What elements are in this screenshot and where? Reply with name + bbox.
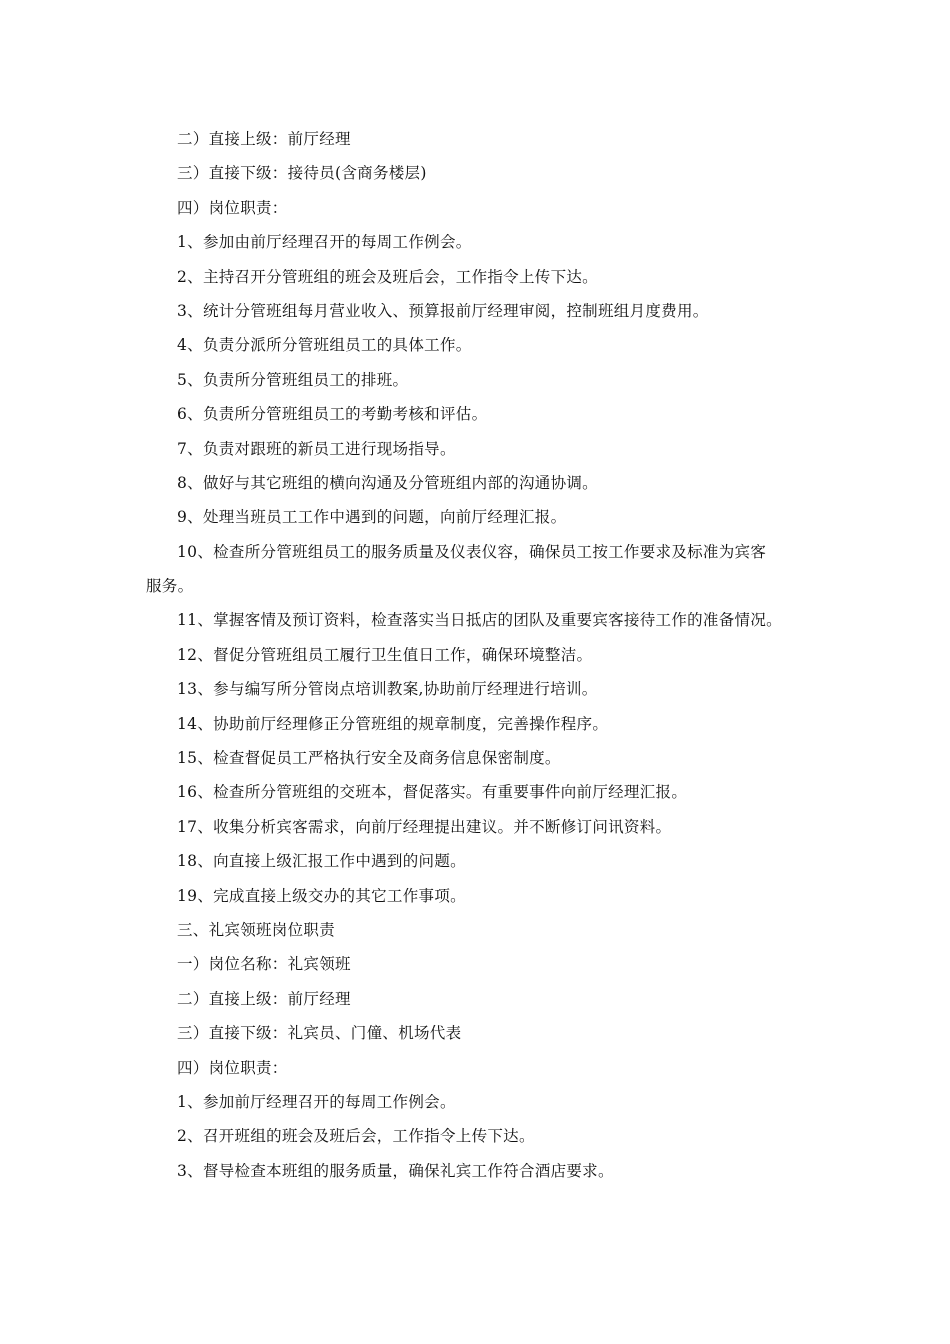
list-item: 1、参加前厅经理召开的每周工作例会。 [177,1092,456,1111]
list-item: 18、向直接上级汇报工作中遇到的问题。 [177,852,466,871]
list-item: 2、召开班组的班会及班后会，工作指令上传下达。 [177,1127,535,1146]
text-line: 三）直接下级：礼宾员、门僮、机场代表 [177,1024,462,1043]
section-heading: 四）岗位职责： [177,1058,288,1077]
document-body [146,122,810,1188]
list-item: 14、协助前厅经理修正分管班组的规章制度，完善操作程序。 [177,714,609,733]
list-item: 8、做好与其它班组的横向沟通及分管班组内部的沟通协调。 [177,473,598,492]
list-item: 11、掌握客情及预订资料，检查落实当日抵店的团队及重要宾客接待工作的准备情况。 [177,611,782,630]
list-item: 19、完成直接上级交办的其它工作事项。 [177,886,466,905]
section-heading: 四）岗位职责： [177,198,288,217]
list-item: 17、收集分析宾客需求，向前厅经理提出建议。并不断修订问讯资料。 [177,817,672,836]
list-item: 3、督导检查本班组的服务质量，确保礼宾工作符合酒店要求。 [177,1161,614,1180]
list-item: 15、检查督促员工严格执行安全及商务信息保密制度。 [177,749,561,768]
list-item: 7、负责对跟班的新员工进行现场指导。 [177,439,456,458]
list-item: 1、参加由前厅经理召开的每周工作例会。 [177,233,472,252]
list-item-continuation: 服务。 [146,577,194,596]
text-line: 三）直接下级：接待员(含商务楼层) [177,164,427,183]
text-line: 一）岗位名称：礼宾领班 [177,955,351,974]
list-item: 6、负责所分管班组员工的考勤考核和评估。 [177,405,488,424]
text-line: 二）直接上级：前厅经理 [177,130,351,148]
list-item: 16、检查所分管班组的交班本，督促落实。有重要事件向前厅经理汇报。 [177,783,688,802]
list-item: 13、参与编写所分管岗点培训教案,协助前厅经理进行培训。 [177,680,598,699]
list-item: 2、主持召开分管班组的班会及班后会，工作指令上传下达。 [177,267,598,286]
list-item: 5、负责所分管班组员工的排班。 [177,370,409,389]
section-heading: 三、礼宾领班岗位职责 [177,920,336,939]
list-item: 3、统计分管班组每月营业收入、预算报前厅经理审阅，控制班组月度费用。 [177,301,709,320]
list-item: 10、检查所分管班组员工的服务质量及仪表仪容，确保员工按工作要求及标准为宾客 [177,542,767,561]
text-line: 二）直接上级：前厅经理 [177,989,351,1008]
list-item: 4、负责分派所分管班组员工的具体工作。 [177,336,472,355]
list-item: 9、处理当班员工工作中遇到的问题，向前厅经理汇报。 [177,508,567,527]
list-item: 12、督促分管班组员工履行卫生值日工作，确保环境整洁。 [177,645,593,664]
